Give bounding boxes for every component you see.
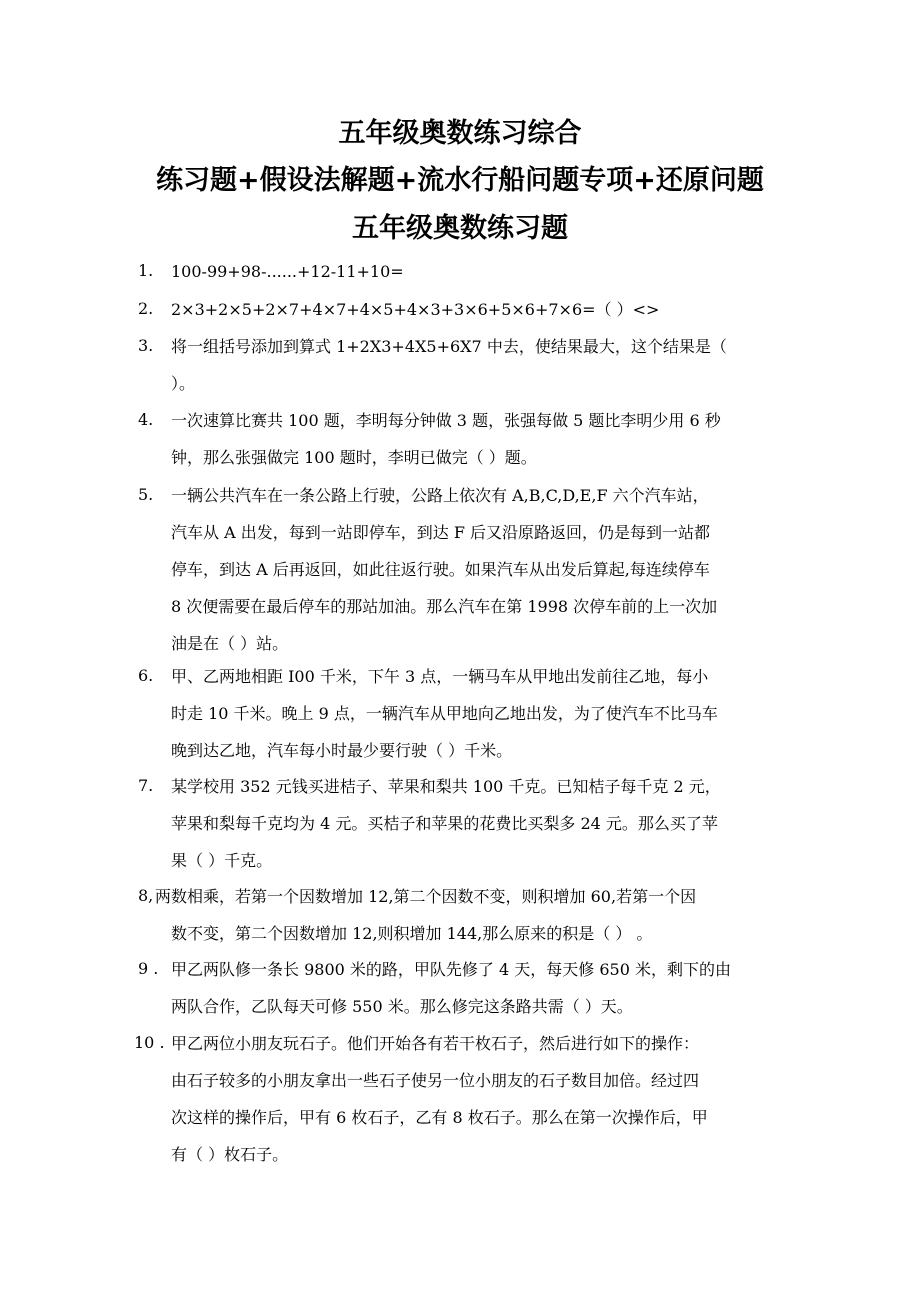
question-number: 9 . bbox=[138, 959, 159, 978]
question-number: 6. bbox=[138, 666, 154, 685]
question-text: 一次速算比赛共 100 题，李明每分钟做 3 题，张强每做 5 题比李明少用 6 秒 bbox=[171, 411, 721, 430]
question-text: 数不变，第二个因数增加 12,则积增加 144,那么原来的积是（ ） 。 bbox=[171, 924, 653, 943]
section-title: 五年级奥数练习题 bbox=[352, 213, 568, 244]
question-text: 苹果和梨每千克均为 4 元。买桔子和苹果的花费比买梨多 24 元。那么买了苹 bbox=[171, 814, 718, 833]
question-text: ）。 bbox=[171, 374, 196, 393]
question-number: 3. bbox=[138, 336, 154, 355]
question-text: 油是在（ ）站。 bbox=[171, 634, 289, 653]
question-text: 时走 10 千米。晚上 9 点，一辆汽车从甲地向乙地出发，为了使汽车不比马车 bbox=[171, 704, 718, 723]
question-text: 停车，到达 A 后再返回，如此往返行驶。如果汽车从出发后算起,每连续停车 bbox=[171, 560, 710, 579]
question-text: 汽车从 A 出发，每到一站即停车，到达 F 后又沿原路返回，仍是每到一站都 bbox=[171, 523, 711, 542]
question-text: 100-99+98-......+12-11+10= bbox=[171, 262, 404, 281]
question-text: 甲乙两队修一条长 9800 米的路，甲队先修了 4 天，每天修 650 米，剩下的由 bbox=[171, 960, 731, 979]
question-text: 两数相乘，若第一个因数增加 12,第二个因数不变，则积增加 60,若第一个因 bbox=[155, 887, 697, 906]
question-number: 10 . bbox=[134, 1033, 165, 1052]
question-text: 将一组括号添加到算式 1+2X3+4X5+6X7 中去，使结果最大，这个结果是（ bbox=[171, 337, 727, 356]
question-number: 4. bbox=[138, 410, 154, 429]
question-text: 钟，那么张强做完 100 题时，李明已做完（ ）题。 bbox=[171, 448, 537, 467]
question-number: 8, bbox=[138, 886, 154, 905]
question-text: 2×3+2×5+2×7+4×7+4×5+4×3+3×6+5×6+7×6=（ ）<> bbox=[171, 300, 660, 319]
question-text: 甲乙两位小朋友玩石子。他们开始各有若干枚石子，然后进行如下的操作： bbox=[171, 1034, 700, 1053]
document-title: 五年级奥数练习综合 bbox=[338, 118, 582, 149]
question-text: 晚到达乙地，汽车每小时最少要行驶（ ）千米。 bbox=[171, 741, 513, 760]
question-number: 5. bbox=[138, 485, 154, 504]
question-text: 8 次便需要在最后停车的那站加油。那么汽车在第 1998 次停车前的上一次加 bbox=[171, 597, 718, 616]
question-text: 某学校用 352 元钱买进桔子、苹果和梨共 100 千克。已知桔子每千克 2 元， bbox=[171, 777, 721, 796]
question-number: 7. bbox=[138, 776, 154, 795]
document-subtitle: 练习题+假设法解题+流水行船问题专项+还原问题 bbox=[156, 165, 764, 196]
question-text: 由石子较多的小朋友拿出一些石子使另一位小朋友的石子数目加倍。经过四 bbox=[171, 1071, 700, 1090]
question-number: 1. bbox=[138, 261, 154, 280]
question-text: 果（ ）千克。 bbox=[171, 851, 273, 870]
question-number: 2. bbox=[138, 299, 154, 318]
question-text: 两队合作，乙队每天可修 550 米。那么修完这条路共需（ ）天。 bbox=[171, 997, 633, 1016]
question-text: 甲、乙两地相距 I00 千米，下午 3 点，一辆马车从甲地出发前往乙地，每小 bbox=[171, 667, 709, 686]
question-text: 一辆公共汽车在一条公路上行驶，公路上依次有 A,B,C,D,E,F 六个汽车站， bbox=[171, 486, 709, 505]
question-text: 次这样的操作后，甲有 6 枚石子，乙有 8 枚石子。那么在第一次操作后，甲 bbox=[171, 1108, 708, 1127]
question-text: 有（ ）枚石子。 bbox=[171, 1145, 289, 1164]
